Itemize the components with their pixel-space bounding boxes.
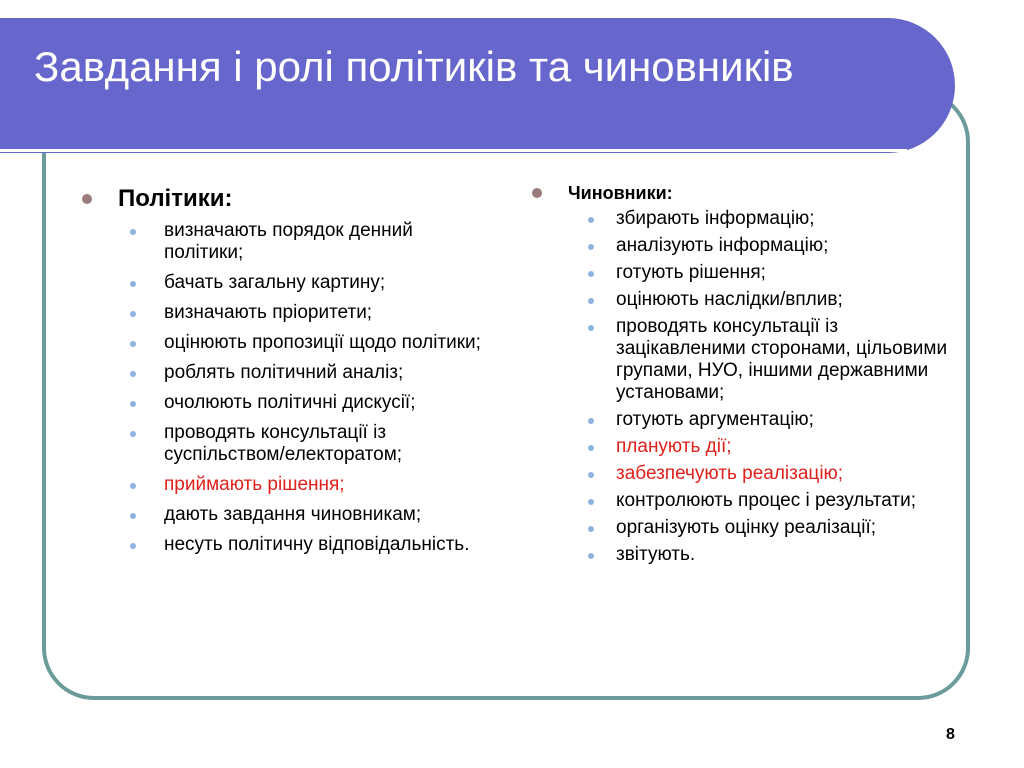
bullet-icon <box>130 543 136 549</box>
list-item-text: аналізують інформацію; <box>616 235 829 256</box>
officials-heading: Чиновники: <box>568 183 673 203</box>
list-item-text: звітують. <box>616 544 696 565</box>
list-item <box>528 262 948 284</box>
list-item-text: бачать загальну картину; <box>164 272 386 293</box>
bullet-icon <box>588 325 594 331</box>
list-item-text: роблять політичний аналіз; <box>164 362 404 383</box>
list-item-text: очолюють політичні дискусії; <box>164 392 416 413</box>
bullet-icon <box>130 341 136 347</box>
bullet-icon <box>588 217 594 223</box>
list-item-highlighted <box>78 474 488 496</box>
bullet-icon <box>130 371 136 377</box>
list-item <box>528 208 948 230</box>
bullet-icon <box>588 445 594 451</box>
list-item-text: визначають пріоритети; <box>164 302 373 323</box>
bullet-icon <box>588 526 594 532</box>
politicians-heading: Політики: <box>118 185 233 212</box>
bullet-icon <box>130 483 136 489</box>
bullet-icon <box>130 431 136 437</box>
list-item-text: проводять консультації із суспільством/електоратом; <box>164 422 403 465</box>
list-item-text: оцінюють пропозиції щодо політики; <box>164 332 481 353</box>
list-item <box>528 316 948 404</box>
bullet-icon <box>130 311 136 317</box>
bullet-icon <box>588 499 594 505</box>
list-item <box>528 409 948 431</box>
bullet-icon <box>130 281 136 287</box>
list-item <box>528 490 948 512</box>
list-item-text: приймають рішення; <box>164 474 345 495</box>
list-item-text: оцінюють наслідки/вплив; <box>616 289 843 310</box>
list-item-text: проводять консультації із зацікавленими сторонами, цільовими групами, НУО, іншими державними установами; <box>616 316 948 403</box>
list-item <box>528 544 948 566</box>
list-item-text: забезпечують реалізацію; <box>616 463 844 484</box>
list-item-text: готують аргументацію; <box>616 409 814 430</box>
list-item <box>78 534 488 556</box>
title-underline <box>0 149 907 152</box>
slide-title: Завдання і ролі політиків та чиновників <box>34 43 794 90</box>
bullet-icon <box>588 298 594 304</box>
list-item <box>78 362 488 384</box>
list-item <box>78 220 488 264</box>
list-item-text: несуть політичну відповідальність. <box>164 534 470 555</box>
officials-list <box>528 208 948 566</box>
list-item <box>528 289 948 311</box>
list-item <box>528 517 948 539</box>
list-item <box>78 422 488 466</box>
list-item-text: планують дії; <box>616 436 732 457</box>
list-item <box>78 392 488 414</box>
politicians-column <box>78 182 488 564</box>
list-item <box>78 302 488 324</box>
list-item-text: готують рішення; <box>616 262 766 283</box>
officials-heading-row <box>528 180 948 206</box>
bullet-icon <box>588 244 594 250</box>
list-item-highlighted <box>528 436 948 458</box>
list-item <box>78 272 488 294</box>
bullet-icon <box>532 188 542 198</box>
list-item-text: контролюють процес і результати; <box>616 490 917 511</box>
bullet-icon <box>82 194 92 204</box>
list-item <box>528 235 948 257</box>
list-item-highlighted <box>528 463 948 485</box>
politicians-list <box>78 220 488 556</box>
politicians-heading-row <box>78 182 488 216</box>
bullet-icon <box>130 229 136 235</box>
list-item <box>78 504 488 526</box>
list-item-text: дають завдання чиновникам; <box>164 504 422 525</box>
list-item-text: визначають порядок денний політики; <box>164 220 413 263</box>
list-item <box>78 332 488 354</box>
officials-column <box>528 180 948 571</box>
list-item-text: організують оцінку реалізації; <box>616 517 877 538</box>
bullet-icon <box>588 271 594 277</box>
list-item-text: збирають інформацію; <box>616 208 815 229</box>
bullet-icon <box>588 553 594 559</box>
bullet-icon <box>130 401 136 407</box>
page-number: 8 <box>946 726 955 743</box>
title-bar <box>0 18 955 153</box>
bullet-icon <box>130 513 136 519</box>
bullet-icon <box>588 472 594 478</box>
bullet-icon <box>588 418 594 424</box>
